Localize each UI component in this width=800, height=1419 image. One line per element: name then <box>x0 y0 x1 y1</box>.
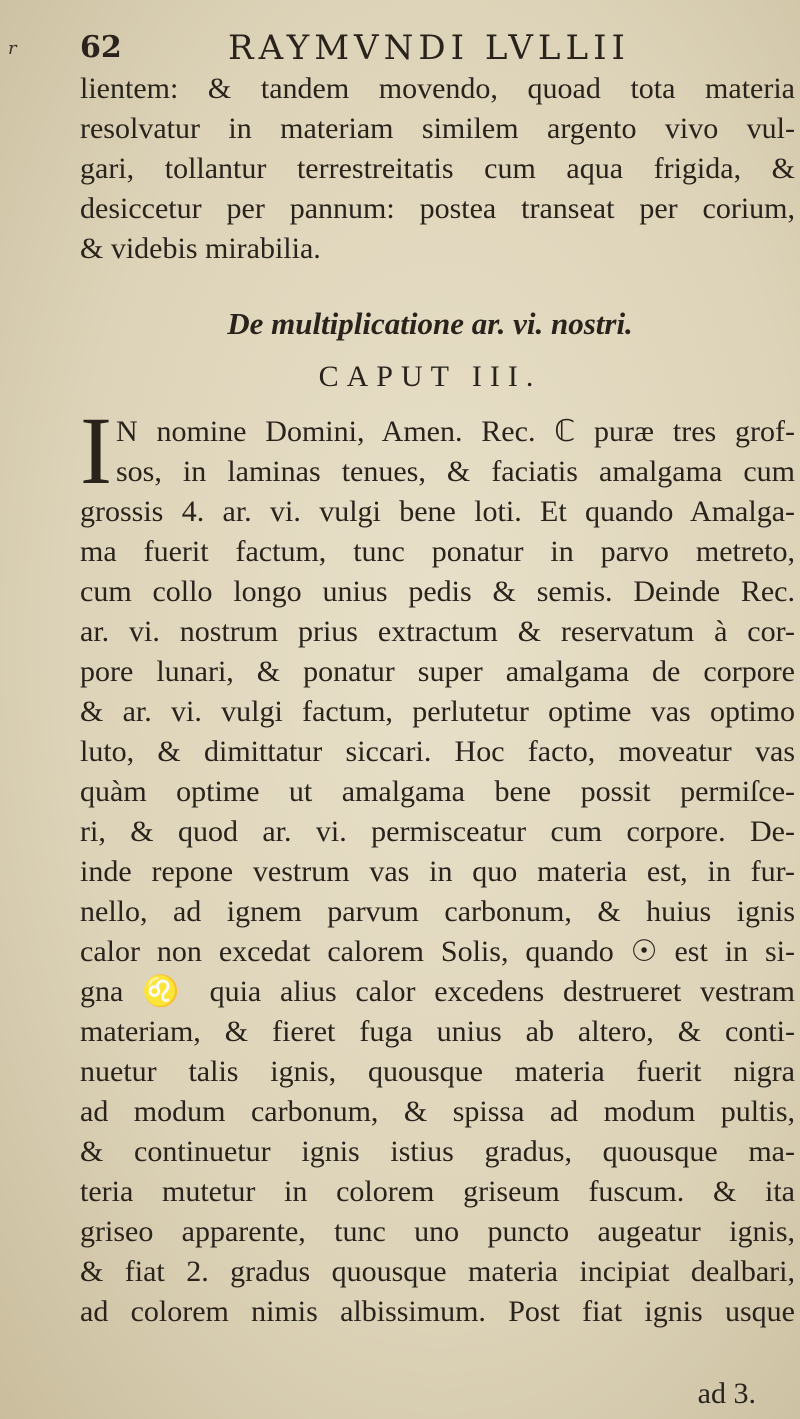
running-head: RAYMVNDI LVLLII <box>228 28 630 68</box>
text-line: inde repone vestrum vas in quo materia est, in fur- <box>80 855 795 888</box>
text-line: desiccetur per pannum: postea transeat per corium, <box>80 192 795 225</box>
text-line: quàm optime ut amalgama bene possit permiſce- <box>80 775 795 808</box>
catchword: ad 3. <box>697 1377 756 1410</box>
text-line: ma fuerit factum, tunc ponatur in parvo metreto, <box>80 535 795 568</box>
text-line: ar. vi. nostrum prius extractum & reservatum à cor- <box>80 615 795 648</box>
drop-cap: I <box>80 397 112 504</box>
text-line: & fiat 2. gradus quousque materia incipiat dealbari, <box>80 1255 795 1288</box>
page-header <box>80 24 760 70</box>
text-line: ad modum carbonum, & spissa ad modum pultis, <box>80 1095 795 1128</box>
text-line: calor non excedat calorem Solis, quando ☉ est in si- <box>80 935 795 968</box>
text-line: & ar. vi. vulgi factum, perlutetur optime vas optimo <box>80 695 795 728</box>
text-line: N nomine Domini, Amen. Rec. ℂ puræ tres grof- <box>116 415 795 448</box>
text-line: luto, & dimittatur siccari. Hoc facto, moveatur vas <box>80 735 795 768</box>
text-line: ad colorem nimis albissimum. Post fiat ignis usque <box>80 1295 795 1328</box>
text-line: lientem: & tandem movendo, quoad tota materia <box>80 72 795 105</box>
text-line: nello, ad ignem parvum carbonum, & huius ignis <box>80 895 795 928</box>
text-line: & continuetur ignis istius gradus, quousque ma- <box>80 1135 795 1168</box>
text-line: sos, in laminas tenues, & faciatis amalgama cum <box>116 455 795 488</box>
text-line: gari, tollantur terrestreitatis cum aqua frigida, & <box>80 152 795 185</box>
margin-mark: r <box>8 38 17 59</box>
page-number: 62 <box>80 30 122 65</box>
text-line: gna ♌ quia alius calor excedens destrueret vestram <box>80 975 795 1008</box>
text-line: resolvatur in materiam similem argento vivo vul- <box>80 112 795 145</box>
text-line: nuetur talis ignis, quousque materia fuerit nigra <box>80 1055 795 1088</box>
text-line: cum collo longo unius pedis & semis. Deinde Rec. <box>80 575 795 608</box>
chapter-heading: CAPUT III. <box>318 360 542 393</box>
continuation-paragraph <box>80 69 795 269</box>
section-title: De multiplicatione ar. vi. nostri. <box>227 306 633 341</box>
text-line: & videbis mirabilia. <box>80 232 321 265</box>
text-line: ri, & quod ar. vi. permisceatur cum corpore. De- <box>80 815 795 848</box>
text-line: pore lunari, & ponatur super amalgama de corpore <box>80 655 795 688</box>
text-line: grossis 4. ar. vi. vulgi bene loti. Et quando Amalga- <box>80 495 795 528</box>
text-line: teria mutetur in colorem griseum fuscum. & ita <box>80 1175 795 1208</box>
body-paragraph <box>80 412 795 1332</box>
text-line: materiam, & fieret fuga unius ab altero, & conti- <box>80 1015 795 1048</box>
text-line: griseo apparente, tunc uno puncto augeatur ignis, <box>80 1215 795 1248</box>
